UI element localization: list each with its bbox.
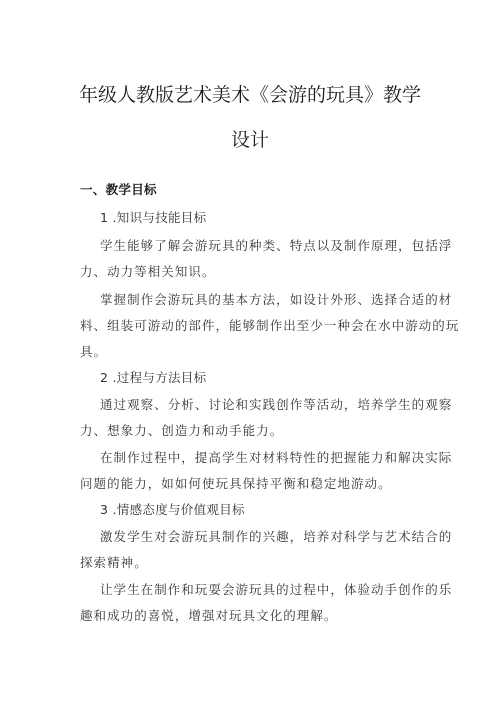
paragraph-1-line-1: 学生能够了解会游玩具的种类、特点以及制作原理，包括浮 [100,238,453,253]
subheading-knowledge-skills: 1 .知识与技能目标 [100,210,207,225]
paragraph-2-line-3: 具。 [80,344,108,359]
subheading-process-methods: 2 .过程与方法目标 [100,370,207,385]
paragraph-2-line-2: 料、组装可游动的部件，能够制作出至少一种会在水中游动的玩 [80,318,460,333]
document-title-line2: 设计 [230,129,269,151]
paragraph-5-line-2: 探索精神。 [80,555,148,570]
paragraph-3-line-2: 力、想象力、创造力和动手能力。 [80,423,284,438]
paragraph-5-line-1: 激发学生对会游玩具制作的兴趣，培养对科学与艺术结合的 [100,529,453,544]
paragraph-2-line-1: 掌握制作会游玩具的基本方法，如设计外形、选择合适的材 [100,292,453,307]
document-title-line1: 年级人教版艺术美术《会游的玩具》教学 [78,84,421,106]
paragraph-1-line-2: 力、动力等相关知识。 [80,264,216,279]
paragraph-6-line-2: 趣和成功的喜悦，增强对玩具文化的理解。 [80,608,338,623]
paragraph-6-line-1: 让学生在制作和玩耍会游玩具的过程中，体验动手创作的乐 [100,582,453,597]
paragraph-3-line-1: 通过观察、分析、讨论和实践创作等活动，培养学生的观察 [100,397,453,412]
subheading-emotions-values: 3 .情感态度与价值观目标 [100,502,245,517]
paragraph-4-line-2: 问题的能力，如如何使玩具保持平衡和稳定地游动。 [80,476,392,491]
paragraph-4-line-1: 在制作过程中，提高学生对材料特性的把握能力和解决实际 [100,450,453,465]
section-heading-teaching-goals: 一、教学目标 [80,182,157,197]
